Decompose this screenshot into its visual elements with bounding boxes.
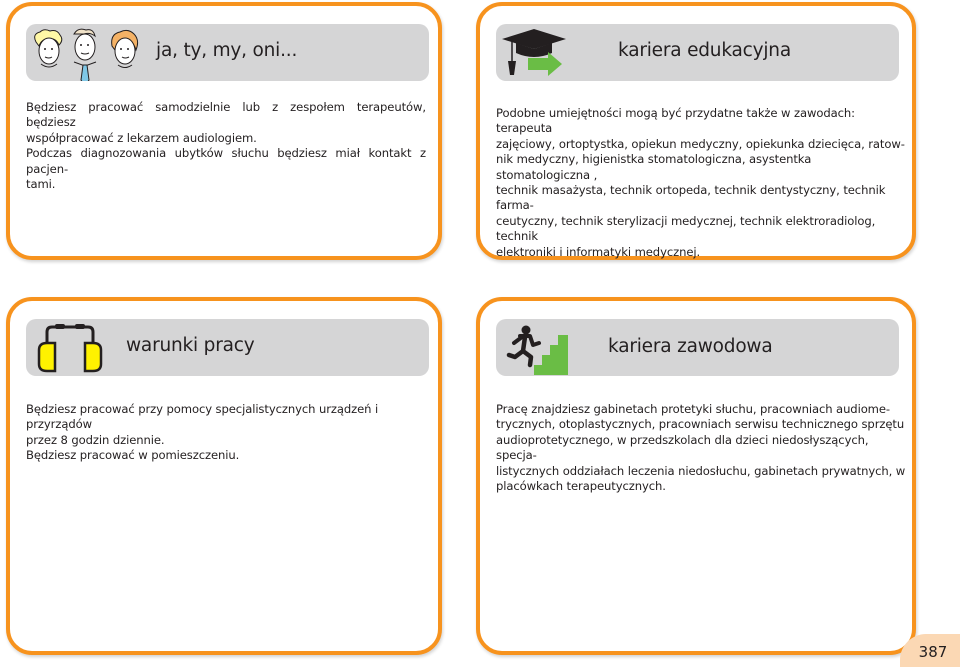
body-line: Będziesz pracować samodzielnie lub z zespołem terapeutów, będziesz (26, 100, 426, 130)
running-stairs-icon (506, 321, 570, 375)
graduation-cap-arrow-icon (500, 27, 580, 79)
body-line: Będziesz pracować w pomieszczeniu. (26, 448, 240, 463)
body-line: ceutyczny, technik sterylizacji medycznej, technik elektroradiolog, technik (496, 213, 876, 244)
card-header (496, 24, 899, 81)
body-line: Podczas diagnozowania ubytków słuchu będziesz miał kontakt z pacjen- (26, 146, 426, 176)
card-warunki-pracy (6, 297, 442, 655)
card-body (496, 106, 906, 260)
body-line: audioprotetycznego, w przedszkolach dla dzieci niedosłyszących, specja- (496, 432, 869, 463)
card-title: warunki pracy (126, 335, 255, 356)
card-title: kariera zawodowa (608, 336, 773, 357)
card-body (26, 100, 426, 192)
card-body (26, 402, 436, 464)
body-line: Podobne umiejętności mogą być przydatne także w zawodach: terapeuta (496, 106, 855, 136)
body-line: trycznych, otoplastycznych, pracowniach serwisu technicznego sprzętu (496, 417, 905, 432)
body-line: przez 8 godzin dziennie. (26, 432, 165, 447)
body-line: tami. (26, 177, 56, 192)
body-line: nik medyczny, higienistka stomatologiczna, asystentka stomatologiczna , (496, 152, 812, 182)
people-faces-icon (30, 28, 145, 81)
body-line: zajęciowy, ortoptystka, opiekun medyczny, opiekunka dziecięca, ratow- (496, 136, 905, 151)
body-line: Będziesz pracować przy pomocy specjalistycznych urządzeń i przyrządów (26, 402, 379, 432)
card-title: ja, ty, my, oni... (156, 40, 298, 61)
card-ja-ty-my-oni (6, 2, 442, 260)
card-header (26, 319, 429, 376)
headphones-icon (35, 324, 105, 374)
card-kariera-edukacyjna (476, 2, 916, 260)
body-line: technik masażysta, technik ortopeda, technik dentystyczny, technik farma- (496, 183, 886, 213)
body-line: elektroniki i informatyki medycznej. (496, 244, 701, 259)
body-line: placówkach terapeutycznych. (496, 479, 666, 494)
card-body (496, 402, 906, 494)
page-number: 387 (900, 634, 960, 667)
body-line: listycznych oddziałach leczenia niedosłuchu, gabinetach prywatnych, w (496, 463, 906, 478)
card-header (496, 319, 899, 376)
body-line: współpracować z lekarzem audiologiem. (26, 130, 257, 145)
card-title: kariera edukacyjna (618, 40, 791, 61)
body-line: Pracę znajdziesz gabinetach protetyki słuchu, pracowniach audiome- (496, 402, 890, 416)
card-header (26, 24, 429, 81)
card-kariera-zawodowa (476, 297, 916, 655)
